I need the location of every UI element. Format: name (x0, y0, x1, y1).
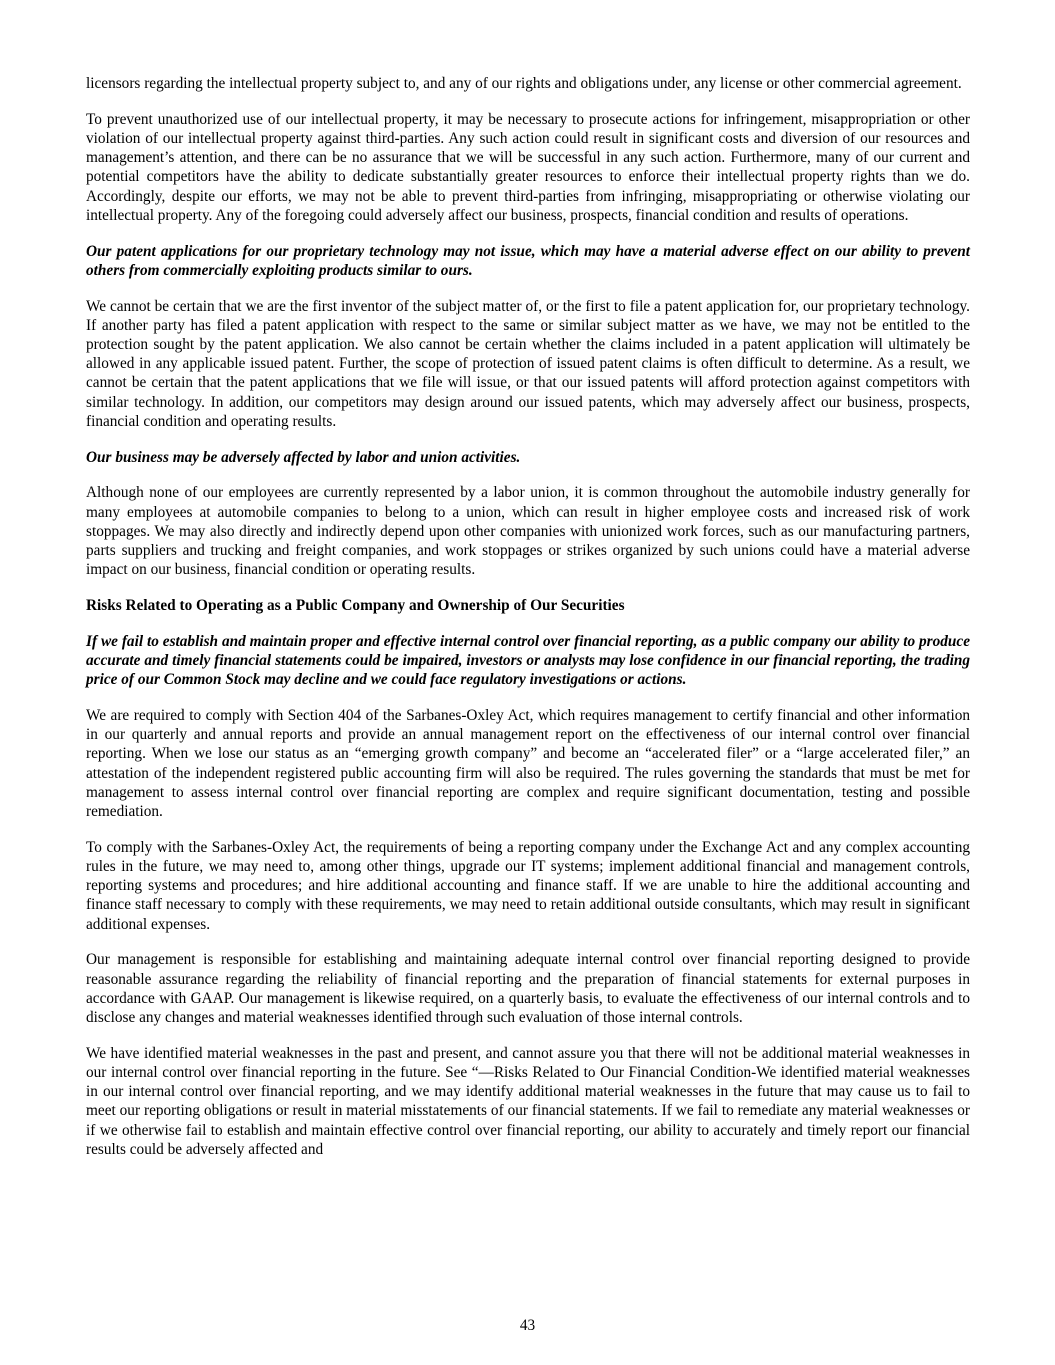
paragraph-section-404: We are required to comply with Section 404 of the Sarbanes-Oxley Act, which requires management to certify financial and other information in our quarterly and annual reports and provide an annual management report on the effectiveness of our internal control over financial reporting. When we lose our status as an “emerging growth company” and become an “accelerated filer” or a “large accelerated filer,” an attestation of the independent registered public accounting firm will also be required. The rules governing the standards that must be met for management to assess internal control over financial reporting are complex and require significant documentation, testing and possible remediation. (86, 707, 970, 821)
paragraph-material-weaknesses: We have identified material weaknesses in the past and present, and cannot assure you that there will not be additional material weaknesses in our internal control over financial reporting in the future. See “—Risks Related to Our Financial Condition-We identified material weaknesses in our internal control over financial reporting, and we may identify additional material weaknesses in the future that may cause us to fail to meet our reporting obligations or result in material misstatements of our financial statements. If we fail to remediate any material weaknesses or if we otherwise fail to establish and maintain effective control over financial reporting, our ability to accurately and timely report our financial results could be adversely affected and (86, 1044, 970, 1158)
risk-heading-labor-union: Our business may be adversely affected by labor and union activities. (86, 448, 521, 466)
paragraph-labor-union: Although none of our employees are currently represented by a labor union, it is common throughout the automobile industry generally for many employees at automobile companies to belong to a union, which can result in higher employee costs and increased risk of work stoppages. We may also directly and indirectly depend upon other companies with unionized work forces, such as our manufacturing partners, parts suppliers and trucking and freight companies, and work stoppages or strikes organized by such unions could have a material adverse impact on our business, financial condition or operating results. (86, 484, 970, 579)
paragraph-first-inventor: We cannot be certain that we are the first inventor of the subject matter of, or the first to file a patent application for, our proprietary technology. If another party has filed a patent application with respect to the same or similar subject matter as we have, we may not be entitled to the protection sought by the patent application. We also cannot be certain whether the claims included in a patent application will ultimately be allowed in any applicable issued patent. Further, the scope of protection of issued patent claims is often difficult to determine. As a result, we cannot be certain that the patent applications that we file will issue, or that our issued patents will afford protection against competitors with similar technology. In addition, our competitors may design around our issued patents, which may adversely affect our business, prospects, financial condition and operating results. (86, 297, 970, 430)
section-heading-public-company-risks: Risks Related to Operating as a Public Company and Ownership of Our Securities (86, 597, 625, 615)
page-number: 43 (519, 1317, 536, 1334)
paragraph-licensors-continuation: licensors regarding the intellectual property subject to, and any of our rights and obligations under, any license or other commercial agreement. (86, 75, 962, 92)
paragraph-prevent-unauthorized-use: To prevent unauthorized use of our intellectual property, it may be necessary to prosecute actions for infringement, misappropriation or other violation of our intellectual property against third-parties. Any such action could result in significant costs and diversion of our resources and management’s attention, and there can be no assurance that we will be successful in any such action. Furthermore, many of our current and potential competitors have the ability to dedicate substantially greater resources to enforce their intellectual property rights than we do. Accordingly, despite our efforts, we may not be able to prevent third-parties from infringing, misappropriating or otherwise violating our intellectual property. Any of the foregoing could adversely affect our business, prospects, financial condition and results of operations. (86, 110, 970, 224)
document-body (86, 74, 970, 1176)
paragraph-management-responsibility: Our management is responsible for establishing and maintaining adequate internal control over financial reporting designed to provide reasonable assurance regarding the reliability of financial reporting and the preparation of financial statements for external purposes in accordance with GAAP. Our management is likewise required, on a quarterly basis, to evaluate the effectiveness of our internal controls and to disclose any changes and material weaknesses identified through such evaluation of those internal controls. (86, 951, 970, 1027)
risk-heading-internal-control: If we fail to establish and maintain proper and effective internal control over financial reporting, as a public company our ability to produce accurate and timely financial statements could be impaired, investors or analysts may lose confidence in our financial reporting, the trading price of our Common Stock may decline and we could face regulatory investigations or actions. (86, 632, 970, 689)
risk-heading-patent-applications: Our patent applications for our proprietary technology may not issue, which may have a material adverse effect on our ability to prevent others from commercially exploiting products similar to ours. (86, 242, 970, 279)
paragraph-sarbanes-oxley-compliance: To comply with the Sarbanes-Oxley Act, the requirements of being a reporting company under the Exchange Act and any complex accounting rules in the future, we may need to, among other things, upgrade our IT systems; implement additional financial and management controls, reporting systems and procedures; and hire additional accounting and finance staff. If we are unable to hire the additional accounting and finance staff necessary to comply with these requirements, we may need to retain additional outside consultants, which may result in significant additional expenses. (86, 838, 970, 933)
